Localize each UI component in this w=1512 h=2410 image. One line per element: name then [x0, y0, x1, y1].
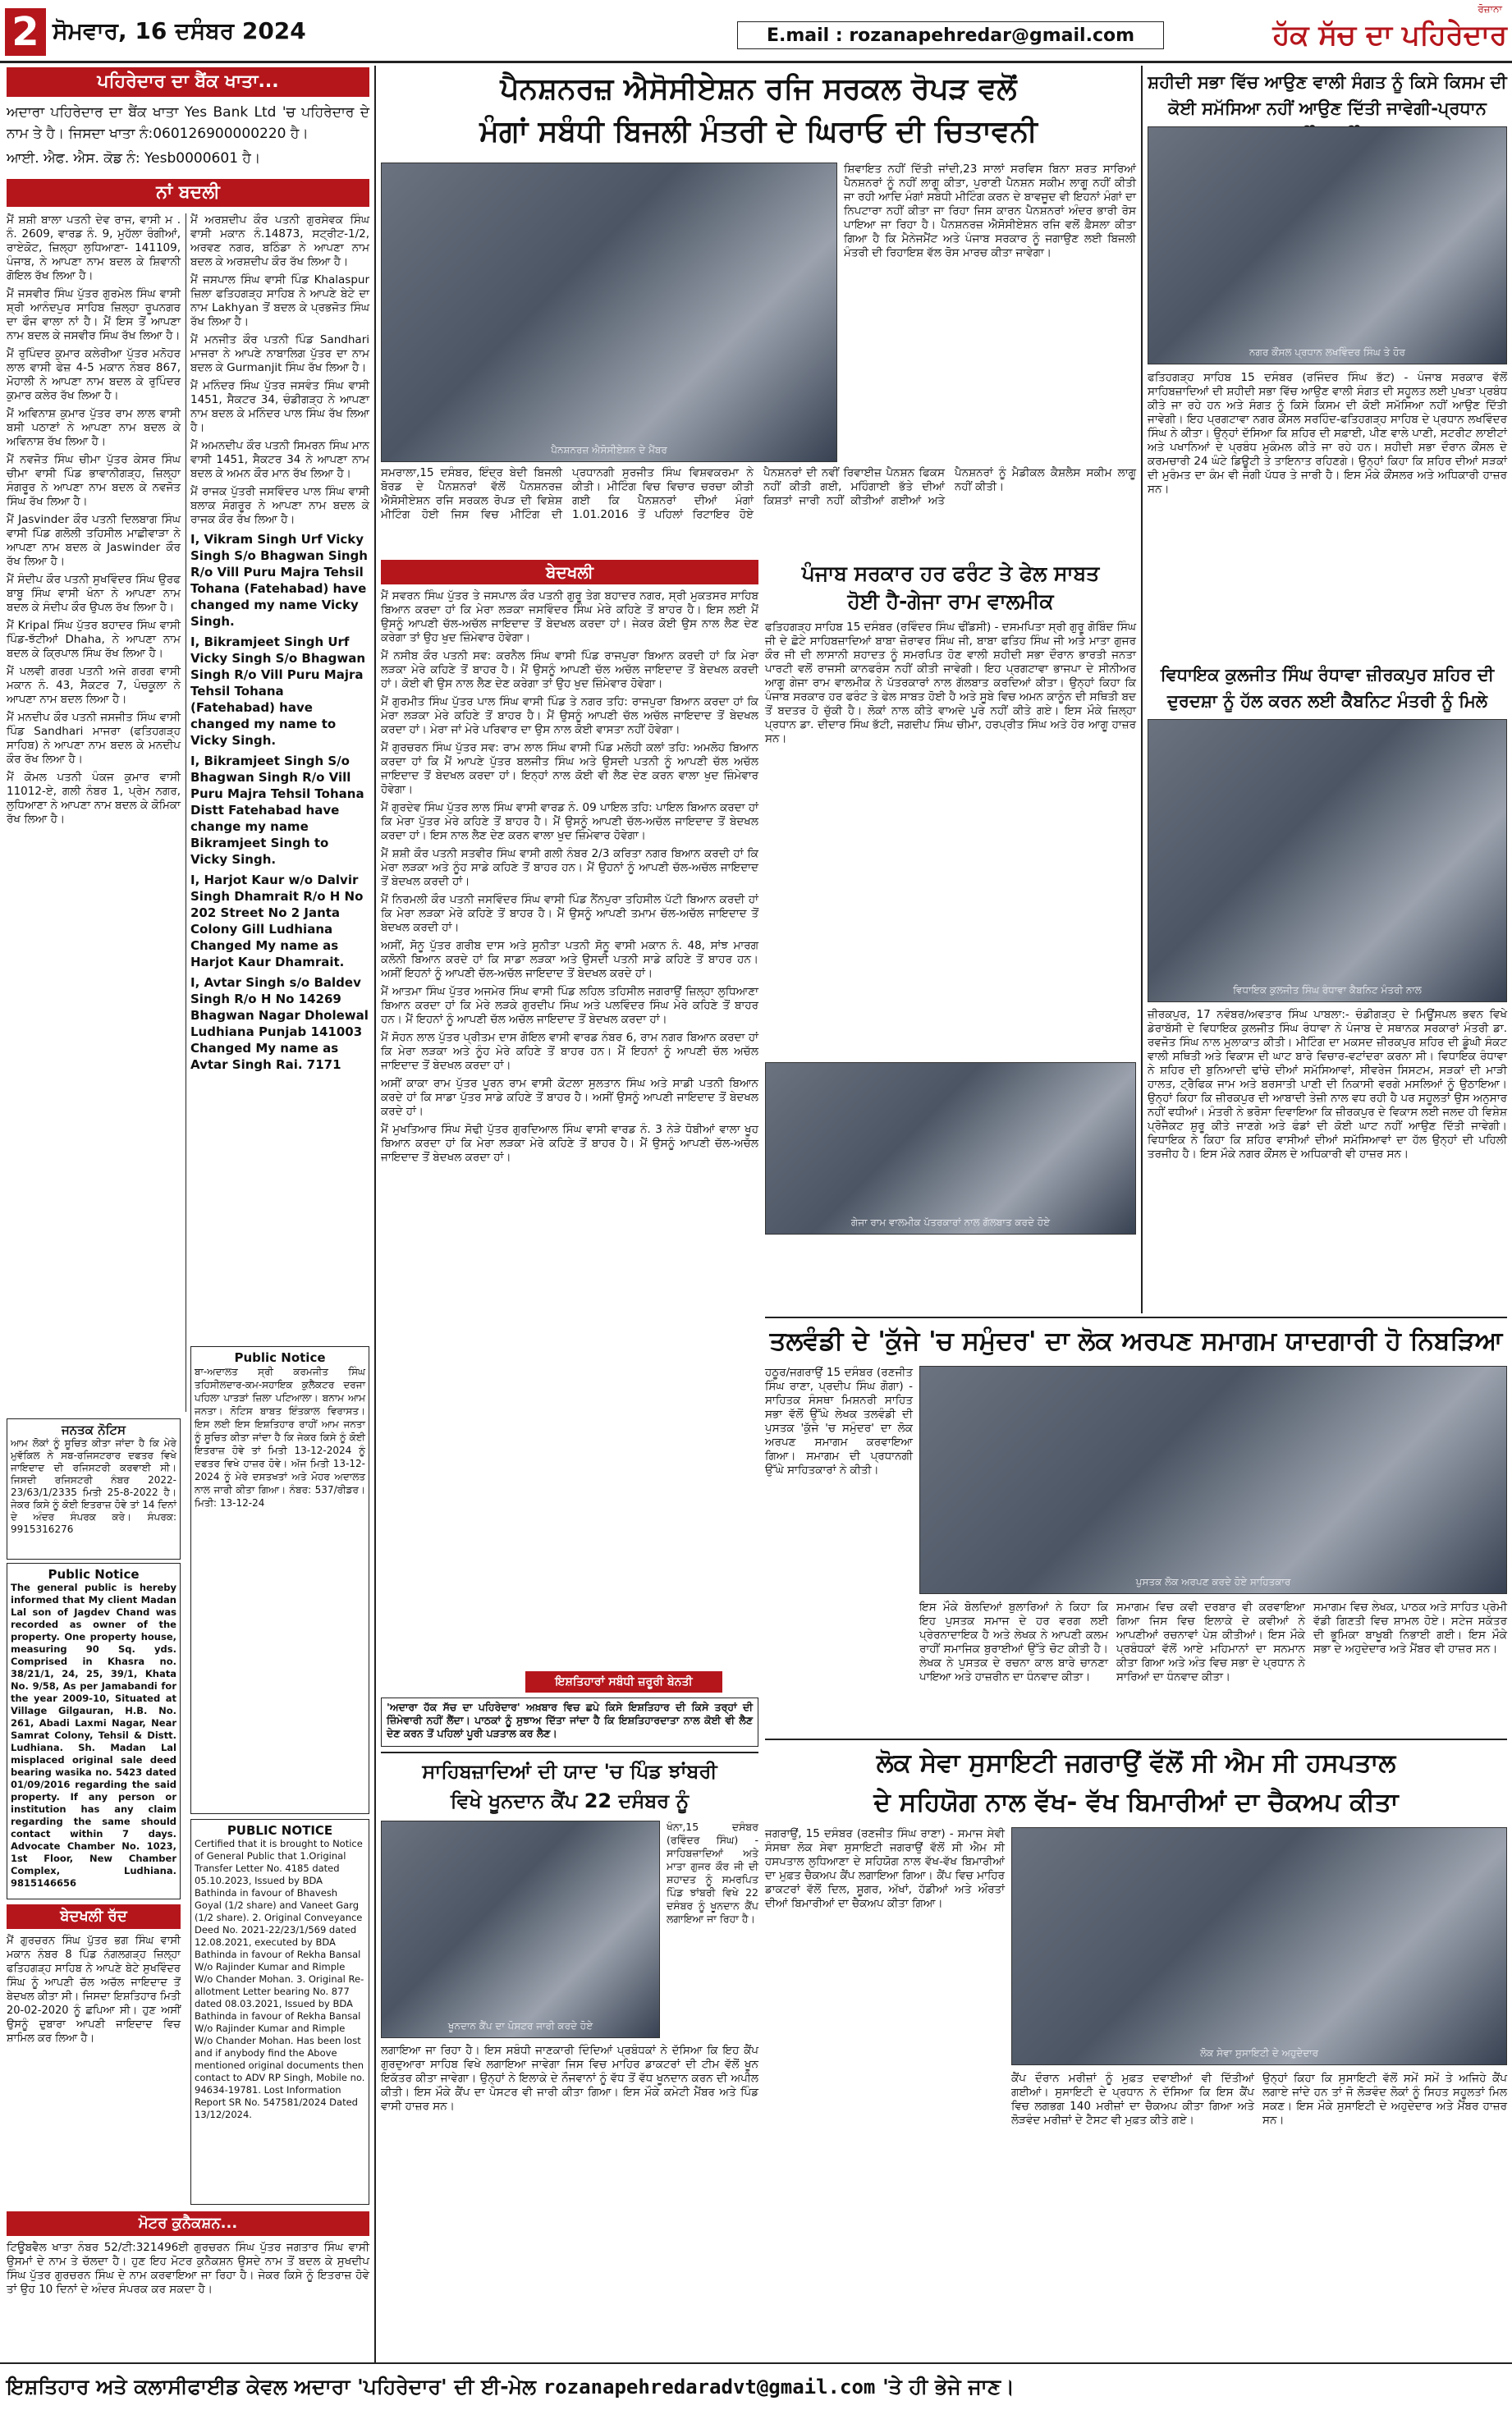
name-change-col-2: [190, 213, 369, 1340]
talwandi-body-b: ਇਸ ਮੌਕੇ ਬੋਲਦਿਆਂ ਬੁਲਾਰਿਆਂ ਨੇ ਕਿਹਾ ਕਿ ਇਹ ਪੁਸਤਕ ਸਮਾਜ ਦੇ ਹਰ ਵਰਗ ਲਈ ਪ੍ਰੇਰਨਾਦਾਇਕ ਹੈ ਅਤੇ ਲੇਖਕ ਨੇ ਆਪਣੀ ਕਲਮ ਰਾਹੀਂ ਸਮਾਜਿਕ ਬੁਰਾਈਆਂ ਉੱਤੇ ਚੋਟ ਕੀਤੀ ਹੈ। ਲੇਖਕ ਨੇ ਪੁਸਤਕ ਦੇ ਰਚਨਾ ਕਾਲ ਬਾਰੇ ਚਾਨਣਾ ਪਾਇਆ ਅਤੇ ਹਾਜ਼ਰੀਨ ਦਾ ਧੰਨਵਾਦ ਕੀਤਾ।: [919, 1601, 1108, 1684]
list-item: I, Avtar Singh s/o Baldev Singh R/o H No 14269 Bhagwan Nagar Dholewal Ludhiana Punjab 141003 Changed My name as Avtar Singh Rai. 7171: [190, 975, 369, 1072]
masthead-logo: ਹੱਕ ਸੱਚ ਦਾ ਪਹਿਰੇਦਾਰ: [1272, 19, 1507, 52]
photo-caption: ਪੈਨਸ਼ਨਰਜ਼ ਐਸੋਸੀਏਸ਼ਨ ਦੇ ਮੈਂਬਰ: [551, 444, 667, 456]
list-item: ਮੈਂ ਜਸਵੀਰ ਸਿੰਘ ਪੁੱਤਰ ਗੁਰਮੇਲ ਸਿੰਘ ਵਾਸੀ ਸ਼੍ਰੀ ਆਨੰਦਪੁਰ ਸਾਹਿਬ ਜ਼ਿਲ੍ਹਾ ਰੂਪਨਗਰ ਦਾ ਫੌਜ ਵਾਲਾ ਨਾਂ ਹੈ। ਮੈਂ ਇਸ ਤੋਂ ਆਪਣਾ ਨਾਮ ਬਦਲ ਕੇ ਜਸਵੀਰ ਸਿੰਘ ਰੱਖ ਲਿਆ ਹੈ।: [7, 287, 181, 342]
header-divider: [0, 61, 1512, 63]
public-notice-center: [190, 1346, 369, 1814]
public-notice-en: [7, 1563, 181, 1899]
header-date: ਸੋਮਵਾਰ, 16 ਦਸੰਬਰ 2024: [53, 17, 306, 44]
list-item: ਮੈਂ ਰਾਜਕ ਪੁੱਤਰੀ ਜਸਵਿੰਦਰ ਪਾਲ ਸਿੰਘ ਵਾਸੀ ਬਲਾਕ ਸੰਗਰੂਰ ਨੇ ਆਪਣਾ ਨਾਮ ਬਦਲ ਕੇ ਰਾਜਕ ਕੌਰ ਰੱਖ ਲਿਆ ਹੈ।: [190, 485, 369, 526]
punjab-body: ਫਤਿਹਗੜ੍ਹ ਸਾਹਿਬ 15 ਦਸੰਬਰ (ਰਵਿੰਦਰ ਸਿੰਘ ਢੀਂਡਸੀ) - ਦਸਮਪਿਤਾ ਸ੍ਰੀ ਗੁਰੂ ਗੋਬਿੰਦ ਸਿੰਘ ਜੀ ਦੇ ਛੋਟੇ ਸਾਹਿਬਜ਼ਾਦਿਆਂ ਬਾਬਾ ਜ਼ੋਰਾਵਰ ਸਿੰਘ ਜੀ, ਬਾਬਾ ਫਤਿਹ ਸਿੰਘ ਜੀ ਅਤੇ ਮਾਤਾ ਗੁਜਰ ਕੌਰ ਜੀ ਦੀ ਲਾਸਾਨੀ ਸ਼ਹਾਦਤ ਨੂੰ ਸਮਰਪਿਤ ਹੋਣ ਵਾਲੀ ਸ਼ਹੀਦੀ ਸਭਾ ਦੌਰਾਨ ਭਾਰਤੀ ਜਨਤਾ ਪਾਰਟੀ ਵਲੋਂ ਰਾਜਸੀ ਕਾਨਫਰੰਸ ਨਹੀਂ ਕੀਤੀ ਜਾਵੇਗੀ। ਇਹ ਪ੍ਰਗਟਾਵਾ ਭਾਜਪਾ ਦੇ ਸੀਨੀਅਰ ਆਗੂ ਗੇਜਾ ਰਾਮ ਵਾਲਮੀਕ ਨੇ ਪੱਤਰਕਾਰਾਂ ਨਾਲ ਗੱਲਬਾਤ ਕਰਦਿਆਂ ਕੀਤਾ। ਉਨ੍ਹਾਂ ਕਿਹਾ ਕਿ ਪੰਜਾਬ ਸਰਕਾਰ ਹਰ ਫਰੰਟ ਤੇ ਫੇਲ ਸਾਬਤ ਹੋਈ ਹੈ ਅਤੇ ਸੂਬੇ ਵਿਚ ਅਮਨ ਕਾਨੂੰਨ ਦੀ ਸਥਿਤੀ ਬਦ ਤੋਂ ਬਦਤਰ ਹੋ ਚੁੱਕੀ ਹੈ। ਲੋਕਾਂ ਨਾਲ ਕੀਤੇ ਵਾਅਦੇ ਪੂਰੇ ਨਹੀਂ ਕੀਤੇ ਗਏ। ਇਸ ਮੌਕੇ ਜ਼ਿਲ੍ਹਾ ਪ੍ਰਧਾਨ ਡਾ. ਦੀਦਾਰ ਸਿੰਘ ਭੱਟੀ, ਜਗਦੀਪ ਸਿੰਘ ਚੀਮਾ, ਹਰਪ੍ਰੀਤ ਸਿੰਘ ਅਤੇ ਹੋਰ ਆਗੂ ਹਾਜ਼ਰ ਸਨ।: [765, 621, 1136, 745]
notice-title: Public Notice: [48, 1567, 140, 1582]
photo-caption: ਗੇਜਾ ਰਾਮ ਵਾਲਮੀਕ ਪੱਤਰਕਾਰਾਂ ਨਾਲ ਗੱਲਬਾਤ ਕਰਦੇ ਹੋਏ: [850, 1216, 1051, 1228]
shaheedi-body: ਫਤਿਹਗੜ੍ਹ ਸਾਹਿਬ 15 ਦਸੰਬਰ (ਰਜਿੰਦਰ ਸਿੰਘ ਭੱਟ) - ਪੰਜਾਬ ਸਰਕਾਰ ਵੱਲੋਂ ਸਾਹਿਬਜ਼ਾਦਿਆਂ ਦੀ ਸ਼ਹੀਦੀ ਸਭਾ ਵਿੱਚ ਆਉਣ ਵਾਲੀ ਸੰਗਤ ਦੀ ਸਹੂਲਤ ਲਈ ਪੁਖਤਾ ਪ੍ਰਬੰਧ ਕੀਤੇ ਜਾ ਰਹੇ ਹਨ ਅਤੇ ਸੰਗਤ ਨੂੰ ਕਿਸੇ ਕਿਸਮ ਦੀ ਕੋਈ ਸਮੱਸਿਆ ਨਹੀਂ ਆਉਣ ਦਿੱਤੀ ਜਾਵੇਗੀ। ਇਹ ਪ੍ਰਗਟਾਵਾ ਨਗਰ ਕੌਂਸਲ ਸਰਹਿੰਦ-ਫਤਿਹਗੜ੍ਹ ਸਾਹਿਬ ਦੇ ਪ੍ਰਧਾਨ ਲਖਵਿੰਦਰ ਸਿੰਘ ਨੇ ਕੀਤਾ। ਉਨ੍ਹਾਂ ਦੱਸਿਆ ਕਿ ਸ਼ਹਿਰ ਦੀ ਸਫ਼ਾਈ, ਪੀਣ ਵਾਲੇ ਪਾਣੀ, ਸਟਰੀਟ ਲਾਈਟਾਂ ਅਤੇ ਪਖਾਨਿਆਂ ਦੇ ਪ੍ਰਬੰਧ ਮੁਕੰਮਲ ਕੀਤੇ ਜਾ ਰਹੇ ਹਨ। ਸ਼ਹੀਦੀ ਸਭਾ ਦੌਰਾਨ ਕੌਂਸਲ ਦੇ ਕਰਮਚਾਰੀ 24 ਘੰਟੇ ਡਿਊਟੀ ਤੇ ਤਾਇਨਾਤ ਰਹਿਣਗੇ। ਉਨ੍ਹਾਂ ਕਿਹਾ ਕਿ ਸ਼ਹਿਰ ਦੀਆਂ ਸੜਕਾਂ ਦੀ ਮੁਰੰਮਤ ਦਾ ਕੰਮ ਵੀ ਜੰਗੀ ਪੱਧਰ ਤੇ ਜਾਰੀ ਹੈ। ਇਸ ਮੌਕੇ ਕੌਂਸਲਰ ਅਤੇ ਅਧਿਕਾਰੀ ਹਾਜ਼ਰ ਸਨ।: [1148, 371, 1507, 496]
name-change-col-1: [7, 213, 181, 1416]
list-item: ਮੈਂ ਮਨਜੀਤ ਕੌਰ ਪਤਨੀ ਪਿੰਡ Sandhari ਮਾਜਰਾ ਨੇ ਆਪਣੇ ਨਾਬਾਲਿਗ ਪੁੱਤਰ ਦਾ ਨਾਮ ਬਦਲ ਕੇ Gurmanjit ਸਿੰਘ ਰੱਖ ਲਿਆ ਹੈ।: [190, 333, 369, 374]
pensioners-body-b: ਸਮਰਾਲਾ,15 ਦਸੰਬਰ, ਇੰਦ੍ਰ ਬੇਦੀ ਬਿਜਲੀ ਬੋਰਡ ਦੇ ਪੈਨਸ਼ਨਰਾਂ ਵੱਲੋਂ ਪੈਨਸ਼ਨਰਜ਼ ਐਸੋਸੀਏਸ਼ਨ ਰਜਿ ਸਰਕਲ ਰੋਪੜ ਦੀ ਵਿਸ਼ੇਸ਼ ਮੀਟਿੰਗ ਹੋਈ ਜਿਸ ਵਿਚ ਮੀਟਿੰਗ ਦੀ ਪ੍ਰਧਾਨਗੀ ਸੁਰਜੀਤ ਸਿੰਘ ਵਿਸ਼ਵਕਰਮਾ ਨੇ ਕੀਤੀ। ਮੀਟਿੰਗ ਵਿਚ ਵਿਚਾਰ ਚਰਚਾ ਕੀਤੀ ਗਈ ਕਿ ਪੈਨਸ਼ਨਰਾਂ ਦੀਆਂ ਮੰਗਾਂ 1.01.2016 ਤੋਂ ਪਹਿਲਾਂ ਰਿਟਾਇਰ ਹੋਏ ਪੈਨਸ਼ਨਰਾਂ ਦੀ ਨਵੀਂ ਰਿਵਾਈਜ਼ ਪੈਨਸ਼ਨ ਫਿਕਸ ਨਹੀਂ ਕੀਤੀ ਗਈ, ਮਹਿੰਗਾਈ ਭੱਤੇ ਦੀਆਂ ਕਿਸ਼ਤਾਂ ਜਾਰੀ ਨਹੀਂ ਕੀਤੀਆਂ ਗਈਆਂ ਅਤੇ ਪੈਨਸ਼ਨਰਾਂ ਨੂੰ ਮੈਡੀਕਲ ਕੈਸ਼ਲੈਸ ਸਕੀਮ ਲਾਗੂ ਨਹੀਂ ਕੀਤੀ।: [381, 466, 1136, 521]
list-item: ਮੈਂ ਨਸੀਬ ਕੌਰ ਪਤਨੀ ਸਵ: ਕਰਨੈਲ ਸਿੰਘ ਵਾਸੀ ਪਿੰਡ ਰਾਜਪੁਰਾ ਬਿਆਨ ਕਰਦੀ ਹਾਂ ਕਿ ਮੇਰਾ ਲੜਕਾ ਮੇਰੇ ਕਹਿਣੇ ਤੋਂ ਬਾਹਰ ਹੈ। ਮੈਂ ਉਸਨੂੰ ਆਪਣੀ ਚੱਲ ਅਚੱਲ ਜਾਇਦਾਦ ਤੋਂ ਬੇਦਖਲ ਕਰਦੀ ਹਾਂ। ਕੋਈ ਵੀ ਉਸ ਨਾਲ ਲੈਣ ਦੇਣ ਕਰੇਗਾ ਤਾਂ ਉਹ ਖੁਦ ਜ਼ਿੰਮੇਵਾਰ ਹੋਵੇਗਾ।: [381, 649, 758, 690]
talwandi-body-d: ਸਮਾਗਮ ਵਿਚ ਲੇਖਕ, ਪਾਠਕ ਅਤੇ ਸਾਹਿਤ ਪ੍ਰੇਮੀ ਵੱਡੀ ਗਿਣਤੀ ਵਿਚ ਸ਼ਾਮਲ ਹੋਏ। ਸਟੇਜ ਸਕੱਤਰ ਦੀ ਭੂਮਿਕਾ ਬਾਖੂਬੀ ਨਿਭਾਈ ਗਈ। ਇਸ ਮੌਕੇ ਸਭਾ ਦੇ ਅਹੁਦੇਦਾਰ ਅਤੇ ਮੈਂਬਰ ਵੀ ਹਾਜ਼ਰ ਸਨ।: [1313, 1601, 1507, 1656]
list-item: ਮੈਂ ਸ਼ਸ਼ੀ ਬਾਲਾ ਪਤਨੀ ਦੇਵ ਰਾਜ, ਵਾਸੀ ਮ . ਨੰ. 2609, ਵਾਰਡ ਨੰ. 9, ਮੁਹੱਲਾ ਰੰਗੀਆਂ, ਰਾਏਕੋਟ, ਜ਼ਿਲ੍ਹਾ ਲੁਧਿਆਣਾ- 141109, ਪੰਜਾਬ, ਨੇ ਆਪਣਾ ਨਾਮ ਬਦਲ ਕੇ ਸ਼ਿਵਾਨੀ ਗੋਇਲ ਰੱਖ ਲਿਆ ਹੈ।: [7, 213, 181, 282]
footer-divider: [0, 2362, 1512, 2364]
header-email: E.mail : rozanapehredar@gmail.com: [737, 21, 1164, 49]
footer-text: ਇਸ਼ਤਿਹਾਰ ਅਤੇ ਕਲਾਸੀਫਾਈਡ ਕੇਵਲ ਅਦਾਰਾ 'ਪਹਿਰੇਦਾਰ' ਦੀ ਈ-ਮੇਲ: [7, 2375, 537, 2399]
list-item: ਮੈਂ Kripal ਸਿੰਘ ਪੁੱਤਰ ਬਹਾਦਰ ਸਿੰਘ ਵਾਸੀ ਪਿੰਡ-ਝੱਟੀਆਂ Dhaha, ਨੇ ਆਪਣਾ ਨਾਮ ਬਦਲ ਕੇ ਕ੍ਰਿਪਾਲ ਸਿੰਘ ਰੱਖ ਲਿਆ ਹੈ।: [7, 619, 181, 660]
section-divider: [765, 1317, 1507, 1318]
hospital-body-c: ਉਨ੍ਹਾਂ ਕਿਹਾ ਕਿ ਸੁਸਾਇਟੀ ਵੱਲੋਂ ਸਮੇਂ ਸਮੇਂ ਤੇ ਅਜਿਹੇ ਕੈਂਪ ਲਗਾਏ ਜਾਂਦੇ ਹਨ ਤਾਂ ਜੋ ਲੋੜਵੰਦ ਲੋਕਾਂ ਨੂੰ ਸਿਹਤ ਸਹੂਲਤਾਂ ਮਿਲ ਸਕਣ। ਇਸ ਮੌਕੇ ਸੁਸਾਇਟੀ ਦੇ ਅਹੁਦੇਦਾਰ ਅਤੇ ਮੈਂਬਰ ਹਾਜ਼ਰ ਸਨ।: [1262, 2072, 1507, 2127]
right-column-border: [1141, 66, 1143, 1313]
shaheedi-photo: [1148, 126, 1507, 364]
camp-body-side: ਖੰਨਾ,15 ਦਸੰਬਰ (ਰਵਿੰਦਰ ਸਿੰਘ) - ਸਾਹਿਬਜ਼ਾਦਿਆਂ ਅਤੇ ਮਾਤਾ ਗੁਜਰ ਕੌਰ ਜੀ ਦੀ ਸ਼ਹਾਦਤ ਨੂੰ ਸਮਰਪਿਤ ਪਿੰਡ ਝਾਂਬਰੀ ਵਿਖੇ 22 ਦਸੰਬਰ ਨੂੰ ਖੂਨਦਾਨ ਕੈਂਪ ਲਗਾਇਆ ਜਾ ਰਿਹਾ ਹੈ।: [667, 1821, 758, 1925]
list-item: ਮੈਂ ਸੰਦੀਪ ਕੌਰ ਪਤਨੀ ਸੁਖਵਿੰਦਰ ਸਿੰਘ ਉਰਫ ਬਾਬੂ ਸਿੰਘ ਵਾਸੀ ਖੰਨਾ ਨੇ ਆਪਣਾ ਨਾਮ ਬਦਲ ਕੇ ਸੰਦੀਪ ਕੌਰ ਉਪਲ ਰੱਖ ਲਿਆ ਹੈ।: [7, 573, 181, 614]
jantak-notice: [7, 1418, 181, 1560]
left-column-border: [374, 66, 376, 2364]
hospital-photo: [1011, 1827, 1507, 2065]
talwandi-headline: ਤਲਵੰਡੀ ਦੇ 'ਕੁੱਜੇ 'ਚ ਸਮੁੰਦਰ' ਦਾ ਲੋਕ ਅਰਪਣ ਸਮਾਗਮ ਯਾਦਗਾਰੀ ਹੋ ਨਿਬੜਿਆ: [769, 1326, 1503, 1356]
camp-headline-1: ਸਾਹਿਬਜ਼ਾਦਿਆਂ ਦੀ ਯਾਦ 'ਚ ਪਿੰਡ ਝਾਂਬਰੀ: [422, 1760, 717, 1783]
pensioners-headline-1: ਪੈਨਸ਼ਨਰਜ਼ ਐਸੋਸੀਏਸ਼ਨ ਰਜਿ ਸਰਕਲ ਰੋਪੜ ਵਲੋਂ: [500, 72, 1017, 106]
bedakhli-title: ਬੇਦਖਲੀ: [381, 560, 758, 584]
zirakpur-body: ਜ਼ੀਰਕਪੁਰ, 17 ਨਵੰਬਰ/ਅਵਤਾਰ ਸਿੰਘ ਪਾਬਲਾ:- ਚੰਡੀਗੜ੍ਹ ਦੇ ਮਿਊਂਸਪਲ ਭਵਨ ਵਿਖੇ ਡੇਰਾਬੱਸੀ ਦੇ ਵਿਧਾਇਕ ਕੁਲਜੀਤ ਸਿੰਘ ਰੰਧਾਵਾ ਨੇ ਪੰਜਾਬ ਦੇ ਸਥਾਨਕ ਸਰਕਾਰਾਂ ਮੰਤਰੀ ਡਾ. ਰਵਜੋਤ ਸਿੰਘ ਨਾਲ ਮੁਲਾਕਾਤ ਕੀਤੀ। ਮੀਟਿੰਗ ਦਾ ਮਕਸਦ ਜ਼ੀਰਕਪੁਰ ਸ਼ਹਿਰ ਦੀ ਡੂੰਘੀ ਸੰਕਟ ਵਾਲੀ ਸਥਿਤੀ ਅਤੇ ਵਿਕਾਸ ਦੀ ਘਾਟ ਬਾਰੇ ਵਿਚਾਰ-ਵਟਾਂਦਰਾ ਕਰਨਾ ਸੀ। ਵਿਧਾਇਕ ਰੰਧਾਵਾ ਨੇ ਸ਼ਹਿਰ ਦੀ ਬੁਨਿਆਦੀ ਢਾਂਚੇ ਦੀਆਂ ਸਮੱਸਿਆਵਾਂ, ਸੀਵਰੇਜ ਸਿਸਟਮ, ਸੜਕਾਂ ਦੀ ਮਾੜੀ ਹਾਲਤ, ਟ੍ਰੈਫਿਕ ਜਾਮ ਅਤੇ ਬਰਸਾਤੀ ਪਾਣੀ ਦੀ ਨਿਕਾਸੀ ਵਰਗੇ ਮਸਲਿਆਂ ਨੂੰ ਉਠਾਇਆ। ਉਨ੍ਹਾਂ ਕਿਹਾ ਕਿ ਜ਼ੀਰਕਪੁਰ ਦੀ ਆਬਾਦੀ ਤੇਜ਼ੀ ਨਾਲ ਵਧ ਰਹੀ ਹੈ ਪਰ ਸਹੂਲਤਾਂ ਉਸ ਅਨੁਸਾਰ ਨਹੀਂ ਵਧੀਆਂ। ਮੰਤਰੀ ਨੇ ਭਰੋਸਾ ਦਿਵਾਇਆ ਕਿ ਜ਼ੀਰਕਪੁਰ ਦੇ ਵਿਕਾਸ ਲਈ ਜਲਦ ਹੀ ਵਿਸ਼ੇਸ਼ ਪ੍ਰੋਜੈਕਟ ਸ਼ੁਰੂ ਕੀਤੇ ਜਾਣਗੇ ਅਤੇ ਫੰਡਾਂ ਦੀ ਕੋਈ ਘਾਟ ਨਹੀਂ ਆਉਣ ਦਿੱਤੀ ਜਾਵੇਗੀ। ਵਿਧਾਇਕ ਨੇ ਕਿਹਾ ਕਿ ਸ਼ਹਿਰ ਵਾਸੀਆਂ ਦੀਆਂ ਸਮੱਸਿਆਵਾਂ ਦਾ ਹੱਲ ਉਨ੍ਹਾਂ ਦੀ ਪਹਿਲੀ ਤਰਜੀਹ ਹੈ। ਇਸ ਮੌਕੇ ਨਗਰ ਕੌਂਸਲ ਦੇ ਅਧਿਕਾਰੀ ਵੀ ਹਾਜ਼ਰ ਸਨ।: [1148, 1008, 1507, 1161]
list-item: ਮੈਂ ਸੋਹਨ ਲਾਲ ਪੁੱਤਰ ਪ੍ਰੀਤਮ ਦਾਸ ਗੋਇਲ ਵਾਸੀ ਵਾਰਡ ਨੰਬਰ 6, ਰਾਮ ਨਗਰ ਬਿਆਨ ਕਰਦਾ ਹਾਂ ਕਿ ਮੇਰਾ ਲੜਕਾ ਅਤੇ ਨੂੰਹ ਮੇਰੇ ਕਹਿਣੇ ਤੋਂ ਬਾਹਰ ਹਨ। ਮੈਂ ਇਹਨਾਂ ਨੂੰ ਆਪਣੀ ਚੱਲ ਅਚੱਲ ਜਾਇਦਾਦ ਤੋਂ ਬੇਦਖਲ ਕਰਦਾ ਹਾਂ।: [381, 1031, 758, 1072]
pensioners-body-a: ਸ਼ਿਵਾਇਤ ਨਹੀਂ ਦਿੱਤੀ ਜਾਂਦੀ,23 ਸਾਲਾਂ ਸਰਵਿਸ ਬਿਨਾ ਸ਼ਰਤ ਸਾਰਿਆਂ ਪੈਨਸ਼ਨਰਾਂ ਨੂੰ ਨਹੀਂ ਲਾਗੂ ਕੀਤਾ, ਪੁਰਾਣੀ ਪੈਨਸ਼ਨ ਸਕੀਮ ਲਾਗੂ ਨਹੀਂ ਕੀਤੀ ਜਾ ਰਹੀ ਆਦਿ ਮੰਗਾਂ ਸਬੰਧੀ ਮੀਟਿੰਗ ਕਰਨ ਦੇ ਬਾਵਜੂਦ ਵੀ ਇਹਨਾਂ ਮੰਗਾਂ ਦਾ ਨਿਪਟਾਰਾ ਨਹੀਂ ਕੀਤਾ ਜਾ ਰਿਹਾ ਜਿਸ ਕਾਰਨ ਪੈਨਸ਼ਨਰਾਂ ਅੰਦਰ ਭਾਰੀ ਰੋਸ ਪਾਇਆ ਜਾ ਰਿਹਾ ਹੈ। ਪੈਨਸ਼ਨਰਜ਼ ਐਸੋਸੀਏਸ਼ਨ ਰਜਿ ਵਲੋਂ ਫ਼ੈਸਲਾ ਕੀਤਾ ਗਿਆ ਹੈ ਕਿ ਮੈਨੇਜਮੈਂਟ ਅਤੇ ਪੰਜਾਬ ਸਰਕਾਰ ਨੂੰ ਜਗਾਉਣ ਲਈ ਬਿਜਲੀ ਮੰਤਰੀ ਦੀ ਰਿਹਾਇਸ਼ ਵੱਲ ਰੋਸ ਮਾਰਚ ਕੀਤਾ ਜਾਵੇਗਾ।: [844, 163, 1136, 259]
talwandi-body-a: ਹਠੂਰ/ਜਗਰਾਉਂ 15 ਦਸੰਬਰ (ਰਣਜੀਤ ਸਿੰਘ ਰਾਣਾ, ਪ੍ਰਦੀਪ ਸਿੰਘ ਗੋਗਾ) - ਸਾਹਿਤਕ ਸੰਸਥਾ ਮਿਸ਼ਨਰੀ ਸਾਹਿਤ ਸਭਾ ਵੱਲੋਂ ਉੱਘੇ ਲੇਖਕ ਤਲਵੰਡੀ ਦੀ ਪੁਸਤਕ 'ਕੁੱਜੇ 'ਚ ਸਮੁੰਦਰ' ਦਾ ਲੋਕ ਅਰਪਣ ਸਮਾਗਮ ਕਰਵਾਇਆ ਗਿਆ। ਸਮਾਗਮ ਦੀ ਪ੍ਰਧਾਨਗੀ ਉੱਘੇ ਸਾਹਿਤਕਾਰਾਂ ਨੇ ਕੀਤੀ।: [765, 1366, 913, 1477]
pensioners-photo: [381, 163, 837, 462]
notice-title: ਜਨਤਕ ਨੋਟਿਸ: [61, 1423, 126, 1437]
list-item: I, Bikramjeet Singh Urf Vicky Singh S/o Bhagwan Singh R/o Vill Puru Majra Tehsil Tohana (Fatehabad) have changed my name to Vicky Singh.: [190, 635, 366, 748]
photo-caption: ਲੋਕ ਸੇਵਾ ਸੁਸਾਇਟੀ ਦੇ ਅਹੁਦੇਦਾਰ: [1199, 2047, 1319, 2059]
motor-title: ਮੋਟਰ ਕੁਨੈਕਸ਼ਨ...: [7, 2211, 369, 2236]
masthead-tag: ਰੋਜ਼ਾਨਾ: [1478, 3, 1502, 15]
camp-body: ਲਗਾਇਆ ਜਾ ਰਿਹਾ ਹੈ। ਇਸ ਸਬੰਧੀ ਜਾਣਕਾਰੀ ਦਿੰਦਿਆਂ ਪ੍ਰਬੰਧਕਾਂ ਨੇ ਦੱਸਿਆ ਕਿ ਇਹ ਕੈਂਪ ਗੁਰਦੁਆਰਾ ਸਾਹਿਬ ਵਿਖੇ ਲਗਾਇਆ ਜਾਵੇਗਾ ਜਿਸ ਵਿਚ ਮਾਹਿਰ ਡਾਕਟਰਾਂ ਦੀ ਟੀਮ ਵੱਲੋਂ ਖੂਨ ਇਕੱਤਰ ਕੀਤਾ ਜਾਵੇਗਾ। ਉਨ੍ਹਾਂ ਨੇ ਇਲਾਕੇ ਦੇ ਨੌਜਵਾਨਾਂ ਨੂੰ ਵੱਧ ਤੋਂ ਵੱਧ ਖੂਨਦਾਨ ਕਰਨ ਦੀ ਅਪੀਲ ਕੀਤੀ। ਇਸ ਮੌਕੇ ਕੈਂਪ ਦਾ ਪੋਸਟਰ ਵੀ ਜਾਰੀ ਕੀਤਾ ਗਿਆ। ਇਸ ਮੌਕੇ ਕਮੇਟੀ ਮੈਂਬਰ ਅਤੇ ਪਿੰਡ ਵਾਸੀ ਹਾਜ਼ਰ ਸਨ।: [381, 2044, 758, 2113]
camp-photo: [381, 1821, 660, 2038]
page-number: 2: [11, 9, 39, 55]
photo-caption: ਖੂਨਦਾਨ ਕੈਂਪ ਦਾ ਪੋਸਟਰ ਜਾਰੀ ਕਰਦੇ ਹੋਏ: [447, 2020, 593, 2032]
list-item: ਮੈਂ ਗੁਰਦੇਵ ਸਿੰਘ ਪੁੱਤਰ ਲਾਲ ਸਿੰਘ ਵਾਸੀ ਵਾਰਡ ਨੰ. 09 ਪਾਇਲ ਤਹਿ: ਪਾਇਲ ਬਿਆਨ ਕਰਦਾ ਹਾਂ ਕਿ ਮੇਰਾ ਪੁੱਤਰ ਮੇਰੇ ਕਹਿਣੇ ਤੋਂ ਬਾਹਰ ਹੈ। ਮੈਂ ਉਸਨੂੰ ਆਪਣੀ ਚੱਲ-ਅਚੱਲ ਜਾਇਦਾਦ ਤੋਂ ਬੇਦਖਲ ਕਰਦਾ ਹਾਂ। ਇਸ ਨਾਲ ਲੈਣ ਦੇਣ ਕਰਨ ਵਾਲਾ ਖੁਦ ਜ਼ਿੰਮੇਵਾਰ ਹੋਵੇਗਾ।: [381, 801, 758, 842]
zirakpur-photo: [1148, 719, 1507, 1002]
footer-email[interactable]: rozanapehredaradvt@gmail.com: [543, 2376, 876, 2399]
hospital-body-b: ਕੈਂਪ ਦੌਰਾਨ ਮਰੀਜ਼ਾਂ ਨੂੰ ਮੁਫ਼ਤ ਦਵਾਈਆਂ ਵੀ ਦਿੱਤੀਆਂ ਗਈਆਂ। ਸੁਸਾਇਟੀ ਦੇ ਪ੍ਰਧਾਨ ਨੇ ਦੱਸਿਆ ਕਿ ਇਸ ਕੈਂਪ ਵਿਚ ਲਗਭਗ 140 ਮਰੀਜ਼ਾਂ ਦਾ ਚੈਕਅਪ ਕੀਤਾ ਗਿਆ ਅਤੇ ਲੋੜਵੰਦ ਮਰੀਜ਼ਾਂ ਦੇ ਟੈਸਟ ਵੀ ਮੁਫ਼ਤ ਕੀਤੇ ਗਏ।: [1011, 2072, 1254, 2127]
bedakhli-list: [381, 589, 758, 1666]
list-item: ਅਸੀਂ, ਸੋਨੂ ਪੁੱਤਰ ਗਰੀਬ ਦਾਸ ਅਤੇ ਸੁਨੀਤਾ ਪਤਨੀ ਸੋਨੂ ਵਾਸੀ ਮਕਾਨ ਨੰ. 48, ਸਾਂਝ ਮਾਰਗ ਕਲੋਨੀ ਬਿਆਨ ਕਰਦੇ ਹਾਂ ਕਿ ਸਾਡਾ ਲੜਕਾ ਅਤੇ ਉਸਦੀ ਪਤਨੀ ਸਾਡੇ ਕਹਿਣੇ ਤੋਂ ਬਾਹਰ ਹਨ। ਅਸੀਂ ਇਹਨਾਂ ਨੂੰ ਆਪਣੀ ਚੱਲ-ਅਚੱਲ ਜਾਇਦਾਦ ਤੋਂ ਬੇਦਖਲ ਕਰਦੇ ਹਾਂ।: [381, 939, 758, 980]
bank-ifsc: ਆਈ. ਐਫ. ਐਸ. ਕੋਡ ਨੰ: Yesb0000601 ਹੈ।: [7, 150, 261, 167]
notice-title: PUBLIC NOTICE: [227, 1823, 333, 1838]
list-item: ਮੈਂ ਗੁਰਚਰਨ ਸਿੰਘ ਪੁੱਤਰ ਸਵ: ਰਾਮ ਲਾਲ ਸਿੰਘ ਵਾਸੀ ਪਿੰਡ ਮਲੋਹੀ ਕਲਾਂ ਤਹਿ: ਅਮਲੋਹ ਬਿਆਨ ਕਰਦਾ ਹਾਂ ਕਿ ਮੈਂ ਆਪਣੇ ਪੁੱਤਰ ਬਲਜੀਤ ਸਿੰਘ ਅਤੇ ਉਸਦੀ ਪਤਨੀ ਨੂੰ ਆਪਣੀ ਚੱਲ ਅਚੱਲ ਜਾਇਦਾਦ ਤੋਂ ਬੇਦਖਲ ਕਰਦਾ ਹਾਂ। ਇਨ੍ਹਾਂ ਨਾਲ ਕੋਈ ਵੀ ਲੈਣ ਦੇਣ ਕਰਨ ਵਾਲਾ ਖੁਦ ਜ਼ਿੰਮੇਵਾਰ ਹੋਵੇਗਾ।: [381, 741, 758, 796]
punjab-headline-2: ਹੋਈ ਹੈ-ਗੇਜਾ ਰਾਮ ਵਾਲਮੀਕ: [847, 589, 1054, 613]
bedakhli-cancel-text: ਮੈਂ ਗੁਰਚਰਨ ਸਿੰਘ ਪੁੱਤਰ ਭਗ ਸਿੰਘ ਵਾਸੀ ਮਕਾਨ ਨੰਬਰ 8 ਪਿੰਡ ਨੰਗਲਗੜ੍ਹ ਜ਼ਿਲ੍ਹਾ ਫਤਿਹਗੜ੍ਹ ਸਾਹਿਬ ਨੇ ਆਪਣੇ ਬੇਟੇ ਸੁਖਵਿੰਦਰ ਸਿੰਘ ਨੂੰ ਆਪਣੀ ਚੱਲ ਅਚੱਲ ਜਾਇਦਾਦ ਤੋਂ ਬੇਦਖਲ ਕੀਤਾ ਸੀ। ਜਿਸਦਾ ਇਸ਼ਤਿਹਾਰ ਮਿਤੀ 20-02-2020 ਨੂੰ ਛਪਿਆ ਸੀ। ਹੁਣ ਅਸੀਂ ਉਸਨੂੰ ਦੁਬਾਰਾ ਆਪਣੀ ਜਾਇਦਾਦ ਵਿਚ ਸ਼ਾਮਿਲ ਕਰ ਲਿਆ ਹੈ।: [7, 1935, 181, 2045]
zirakpur-headline-1: ਵਿਧਾਇਕ ਕੁਲਜੀਤ ਸਿੰਘ ਰੰਧਾਵਾ ਜ਼ੀਰਕਪੁਰ ਸ਼ਹਿਰ ਦੀ: [1160, 665, 1495, 685]
list-item: ਮੈਂ Jasvinder ਕੌਰ ਪਤਨੀ ਦਿਲਬਾਗ ਸਿੰਘ ਵਾਸੀ ਪਿੰਡ ਗਲੋਲੀ ਤਹਿਸੀਲ ਮਾਛੀਵਾੜਾ ਨੇ ਆਪਣਾ ਨਾਮ ਬਦਲ ਕੇ Jaswinder ਕੌਰ ਰੱਖ ਲਿਆ ਹੈ।: [7, 513, 181, 568]
camp-headline-2: ਵਿਖੇ ਖੂਨਦਾਨ ਕੈਂਪ 22 ਦਸੰਬਰ ਨੂੰ: [450, 1789, 690, 1812]
ad-notice-title: ਇਸ਼ਤਿਹਾਰਾਂ ਸਬੰਧੀ ਜ਼ਰੂਰੀ ਬੇਨਤੀ: [525, 1671, 722, 1693]
list-item: ਮੈਂ ਰੁਪਿੰਦਰ ਕੁਮਾਰ ਕਲੇਰੀਆ ਪੁੱਤਰ ਮਨੋਹਰ ਲਾਲ ਵਾਸੀ ਫੇਜ਼ 4-5 ਮਕਾਨ ਨੰਬਰ 867, ਮੋਹਾਲੀ ਨੇ ਆਪਣਾ ਨਾਮ ਬਦਲ ਕੇ ਰੁਪਿੰਦਰ ਕੁਮਾਰ ਕਲੇਰ ਰੱਖ ਲਿਆ ਹੈ।: [7, 347, 181, 402]
list-item: ਮੈਂ ਮਨਿੰਦਰ ਸਿੰਘ ਪੁੱਤਰ ਜਸਵੰਤ ਸਿੰਘ ਵਾਸੀ 1451, ਸੈਕਟਰ 34, ਚੰਡੀਗੜ੍ਹ ਨੇ ਆਪਣਾ ਨਾਮ ਬਦਲ ਕੇ ਮਨਿੰਦਰ ਪਾਲ ਸਿੰਘ ਰੱਖ ਲਿਆ ਹੈ।: [190, 379, 369, 434]
list-item: ਮੈਂ ਆਤਮਾ ਸਿੰਘ ਪੁੱਤਰ ਅਜਮੇਰ ਸਿੰਘ ਵਾਸੀ ਪਿੰਡ ਲਹਿਲ ਤਹਿਸੀਲ ਜਗਰਾਉਂ ਜ਼ਿਲ੍ਹਾ ਲੁਧਿਆਣਾ ਬਿਆਨ ਕਰਦਾ ਹਾਂ ਕਿ ਮੇਰੇ ਲੜਕੇ ਗੁਰਦੀਪ ਸਿੰਘ ਅਤੇ ਪਲਵਿੰਦਰ ਸਿੰਘ ਮੇਰੇ ਕਹਿਣੇ ਤੋਂ ਬਾਹਰ ਹਨ। ਮੈਂ ਇਹਨਾਂ ਨੂੰ ਆਪਣੀ ਚੱਲ ਅਚੱਲ ਜਾਇਦਾਦ ਤੋਂ ਬੇਦਖਲ ਕਰਦਾ ਹਾਂ।: [381, 985, 758, 1026]
notice-title: Public Notice: [234, 1350, 326, 1365]
bank-title: ਪਹਿਰੇਦਾਰ ਦਾ ਬੈਂਕ ਖਾਤਾ...: [7, 67, 369, 97]
public-notice-bda: [190, 1819, 369, 2205]
ad-notice-text: 'ਅਦਾਰਾ ਹੱਕ ਸੱਚ ਦਾ ਪਹਿਰੇਦਾਰ' ਅਖ਼ਬਾਰ ਵਿਚ ਛਪੇ ਕਿਸੇ ਇਸ਼ਤਿਹਾਰ ਦੀ ਕਿਸੇ ਤਰ੍ਹਾਂ ਦੀ ਜ਼ਿੰਮੇਵਾਰੀ ਨਹੀਂ ਲੈਂਦਾ। ਪਾਠਕਾਂ ਨੂੰ ਸੁਝਾਅ ਦਿੱਤਾ ਜਾਂਦਾ ਹੈ ਕਿ ਇਸ਼ਤਿਹਾਰਦਾਤਾ ਨਾਲ ਕੋਈ ਵੀ ਲੈਣ ਦੇਣ ਕਰਨ ਤੋਂ ਪਹਿਲਾਂ ਪੂਰੀ ਪੜਤਾਲ ਕਰ ਲੈਣ।: [381, 1698, 758, 1747]
shaheedi-headline: ਸ਼ਹੀਦੀ ਸਭਾ ਵਿੱਚ ਆਉਣ ਵਾਲੀ ਸੰਗਤ ਨੂੰ ਕਿਸੇ ਕਿਸਮ ਦੀ ਕੋਈ ਸਮੱਸਿਆ ਨਹੀਂ ਆਉਣ ਦਿੱਤੀ ਜਾਵੇਗੀ-ਪ੍ਰਧਾਨ: [1148, 72, 1507, 118]
section-divider: [381, 1752, 758, 1753]
zirakpur-headline-2: ਦੁਰਦਸ਼ਾ ਨੂੰ ਹੱਲ ਕਰਨ ਲਈ ਕੈਬਨਿਟ ਮੰਤਰੀ ਨੂੰ ਮਿਲੇ: [1167, 691, 1487, 711]
list-item: ਅਸੀਂ ਕਾਕਾ ਰਾਮ ਪੁੱਤਰ ਪੂਰਨ ਰਾਮ ਵਾਸੀ ਕੋਟਲਾ ਸੁਲਤਾਨ ਸਿੰਘ ਅਤੇ ਸਾਡੀ ਪਤਨੀ ਬਿਆਨ ਕਰਦੇ ਹਾਂ ਕਿ ਸਾਡਾ ਪੁੱਤਰ ਸਾਡੇ ਕਹਿਣੇ ਤੋਂ ਬਾਹਰ ਹੈ। ਅਸੀਂ ਉਸਨੂੰ ਆਪਣੀ ਜਾਇਦਾਦ ਤੋਂ ਬੇਦਖਲ ਕਰਦੇ ਹਾਂ।: [381, 1077, 758, 1118]
list-item: ਮੈਂ ਨਿਰਮਲੀ ਕੌਰ ਪਤਨੀ ਜਸਵਿੰਦਰ ਸਿੰਘ ਵਾਸੀ ਪਿੰਡ ਨੈਂਨਪੁਰਾ ਤਹਿਸੀਲ ਪੱਟੀ ਬਿਆਨ ਕਰਦੀ ਹਾਂ ਕਿ ਮੇਰਾ ਲੜਕਾ ਮੇਰੇ ਕਹਿਣੇ ਤੋਂ ਬਾਹਰ ਹੈ। ਮੈਂ ਉਸਨੂੰ ਆਪਣੀ ਤਮਾਮ ਚੱਲ-ਅਚੱਲ ਜਾਇਦਾਦ ਤੋਂ ਬੇਦਖਲ ਕਰਦੀ ਹਾਂ।: [381, 893, 758, 934]
list-item: ਮੈਂ ਅਵਿਨਾਸ਼ ਕੁਮਾਰ ਪੁੱਤਰ ਰਾਮ ਲਾਲ ਵਾਸੀ ਬਸੀ ਪਠਾਣਾਂ ਨੇ ਆਪਣਾ ਨਾਮ ਬਦਲ ਕੇ ਅਵਿਨਾਸ਼ ਰੱਖ ਲਿਆ ਹੈ।: [7, 407, 181, 448]
bedakhli-cancel-title: ਬੇਦਖਲੀ ਰੱਦ: [7, 1904, 181, 1929]
list-item: ਮੈਂ ਸ਼ਸ਼ੀ ਕੌਰ ਪਤਨੀ ਸਤਵੀਰ ਸਿੰਘ ਵਾਸੀ ਗਲੀ ਨੰਬਰ 2/3 ਕਰਿਤਾ ਨਗਰ ਬਿਆਨ ਕਰਦੀ ਹਾਂ ਕਿ ਮੇਰਾ ਲੜਕਾ ਅਤੇ ਨੂੰਹ ਸਾਡੇ ਕਹਿਣੇ ਤੋਂ ਬਾਹਰ ਹਨ। ਮੈਂ ਉਹਨਾਂ ਨੂੰ ਆਪਣੀ ਚੱਲ-ਅਚੱਲ ਜਾਇਦਾਦ ਤੋਂ ਬੇਦਖਲ ਕਰਦੀ ਹਾਂ।: [381, 847, 758, 888]
name-change-title: ਨਾਂ ਬਦਲੀ: [7, 179, 369, 207]
notice-text: Certified that it is brought to Notice of General Public that 1.Original Transfer Letter No. 4185 dated 05.10.2023, Issued by BDA Bathinda in favour of Bhavesh Goyal (1/2 share) and Vaneet Garg (1/2 share). 2. Original Conveyance Deed No. 2021-22/23/1/569 dated 12.08.2021, executed by BDA Bathinda in favour of Rekha Bansal W/o Rajinder Kumar and Rimple W/o Chander Mohan. 3. Original Re-allotment Letter bearing No. 877 dated 08.03.2021, Issued by BDA Bathinda in favour of Rekha Bansal W/o Rajinder Kumar and Rimple W/o Chander Mohan. Has been lost and if anybody find the Above mentioned original documents then contact to ADV RP Singh, Mobile no. 94634-19781. Lost Information Report SR No. 547581/2024 Dated 13/12/2024.: [195, 1838, 365, 2120]
notice-text: ਬਾ-ਅਦਾਲਤ ਸ੍ਰੀ ਕਰਮਜੀਤ ਸਿੰਘ ਤਹਿਸੀਲਦਾਰ-ਕਮ-ਸਹਾਇਕ ਕੁਲੈਕਟਰ ਦਰਜਾ ਪਹਿਲਾ ਪਾਤੜਾਂ ਜ਼ਿਲਾ ਪਟਿਆਲਾ। ਬਨਾਮ ਆਮ ਜਨਤਾ। ਨੋਟਿਸ ਬਾਬਤ ਇੰਤਕਾਲ ਵਿਰਾਸਤ। ਇਸ ਲਈ ਇਸ ਇਸ਼ਤਿਹਾਰ ਰਾਹੀਂ ਆਮ ਜਨਤਾ ਨੂੰ ਸੂਚਿਤ ਕੀਤਾ ਜਾਂਦਾ ਹੈ ਕਿ ਜੇਕਰ ਕਿਸੇ ਨੂੰ ਕੋਈ ਇਤਰਾਜ਼ ਹੋਵੇ ਤਾਂ ਮਿਤੀ 13-12-2024 ਨੂੰ ਦਫਤਰ ਵਿਖੇ ਹਾਜ਼ਰ ਹੋਵੇ। ਅੱਜ ਮਿਤੀ 13-12-2024 ਨੂੰ ਮੇਰੇ ਦਸਤਖਤਾਂ ਅਤੇ ਮੋਹਰ ਅਦਾਲਤ ਨਾਲ ਜਾਰੀ ਕੀਤਾ ਗਿਆ। ਨੰਬਰ: 537/ਰੀਡਰ। ਮਿਤੀ: 13-12-24: [195, 1366, 365, 1509]
photo-caption: ਵਿਧਾਇਕ ਕੁਲਜੀਤ ਸਿੰਘ ਰੰਧਾਵਾ ਕੈਬਨਿਟ ਮੰਤਰੀ ਨਾਲ: [1233, 984, 1422, 996]
list-item: I, Bikramjeet Singh S/o Bhagwan Singh R/o Vill Puru Majra Tehsil Tohana Distt Fatehabad have change my name Bikramjeet Singh to Vicky Singh.: [190, 754, 364, 867]
notice-text: The general public is hereby informed that My client Madan Lal son of Jagdev Chand was recorded as owner of the property. One property house, measuring 90 Sq. yds. Comprised in Khasra no. 38/21/1, 24, 25, 39/1, Khata No. 9/58, As per Jamabandi for the year 2009-10, Situated at Village Gilgauran, H.B. No. 261, Abadi Laxmi Nagar, Near Samrat Colony, Tehsil & Distt. Ludhiana. Sh. Madan Lal misplaced original sale deed bearing wasika no. 5423 dated 01/09/2016 regarding the said property. If any person or institution has any claim regarding the same should contact within 7 days. Advocate Chamber No. 1023, 1st Floor, New Chamber Complex, Ludhiana. 9815146656: [11, 1582, 176, 1889]
page-number-badge: [5, 8, 46, 56]
punjab-headline-1: ਪੰਜਾਬ ਸਰਕਾਰ ਹਰ ਫਰੰਟ ਤੇ ਫੇਲ ਸਾਬਤ: [801, 561, 1100, 585]
footer: [7, 2369, 1505, 2405]
list-item: ਮੈਂ ਸਵਰਨ ਸਿੰਘ ਪੁੱਤਰ ਤੇ ਜਸਪਾਲ ਕੌਰ ਪਤਨੀ ਗੁਰੂ ਤੇਗ ਬਹਾਦਰ ਨਗਰ, ਸ੍ਰੀ ਮੁਕਤਸਰ ਸਾਹਿਬ ਬਿਆਨ ਕਰਦਾ ਹਾਂ ਕਿ ਮੇਰਾ ਲੜਕਾ ਜਸਵਿੰਦਰ ਸਿੰਘ ਮੇਰੇ ਕਹਿਣੇ ਤੋਂ ਬਾਹਰ ਹੈ। ਇਸ ਲਈ ਮੈਂ ਉਸਨੂੰ ਆਪਣੀ ਚੱਲ-ਅਚੱਲ ਜਾਇਦਾਦ ਤੋਂ ਬੇਦਖਲ ਕਰਦਾ ਹਾਂ। ਜੇਕਰ ਕੋਈ ਉਸ ਨਾਲ ਲੈਣ ਦੇਣ ਕਰੇਗਾ ਤਾਂ ਉਹ ਖੁਦ ਜ਼ਿੰਮੇਵਾਰ ਹੋਵੇਗਾ।: [381, 589, 758, 644]
list-item: ਮੈਂ ਗੁਰਮੀਤ ਸਿੰਘ ਪੁੱਤਰ ਪਾਲ ਸਿੰਘ ਵਾਸੀ ਪਿੰਡ ਤੇ ਨਗਰ ਤਹਿ: ਰਾਜਪੁਰਾ ਬਿਆਨ ਕਰਦਾ ਹਾਂ ਕਿ ਮੇਰਾ ਲੜਕਾ ਮੇਰੇ ਕਹਿਣੇ ਤੋਂ ਬਾਹਰ ਹੈ। ਮੈਂ ਉਸਨੂੰ ਆਪਣੀ ਚੱਲ ਅਚੱਲ ਜਾਇਦਾਦ ਤੋਂ ਬੇਦਖਲ ਕਰਦਾ ਹਾਂ। ਮੇਰਾ ਜਾਂ ਮੇਰੇ ਪਰਿਵਾਰ ਦਾ ਉਸ ਨਾਲ ਕੋਈ ਵਾਸਤਾ ਨਹੀਂ ਹੋਵੇਗਾ।: [381, 695, 758, 736]
bank-text: ਅਦਾਰਾ ਪਹਿਰੇਦਾਰ ਦਾ ਬੈਂਕ ਖਾਤਾ Yes Bank Ltd 'ਚ ਪਹਿਰੇਦਾਰ ਦੇ ਨਾਮ ਤੇ ਹੈ। ਜਿਸਦਾ ਖਾਤਾ ਨੰ:060126900000220 ਹੈ।: [7, 104, 369, 142]
list-item: ਮੈਂ ਮੁਖਤਿਆਰ ਸਿੰਘ ਸੋਢੀ ਪੁੱਤਰ ਗੁਰਦਿਆਲ ਸਿੰਘ ਵਾਸੀ ਵਾਰਡ ਨੰ. 3 ਨੇੜੇ ਧੋਬੀਆਂ ਵਾਲਾ ਖੂਹ ਬਿਆਨ ਕਰਦਾ ਹਾਂ ਕਿ ਮੇਰਾ ਲੜਕਾ ਮੇਰੇ ਕਹਿਣੇ ਤੋਂ ਬਾਹਰ ਹੈ। ਮੈਂ ਉਸਨੂੰ ਆਪਣੀ ਚੱਲ-ਅਚੱਲ ਜਾਇਦਾਦ ਤੋਂ ਬੇਦਖਲ ਕਰਦਾ ਹਾਂ।: [381, 1123, 758, 1164]
notice-text: ਆਮ ਲੋਕਾਂ ਨੂੰ ਸੂਚਿਤ ਕੀਤਾ ਜਾਂਦਾ ਹੈ ਕਿ ਮੇਰੇ ਮੁਵੱਕਿਲ ਨੇ ਸਬ-ਰਜਿਸਟਰਾਰ ਦਫਤਰ ਵਿਖੇ ਜਾਇਦਾਦ ਦੀ ਰਜਿਸਟਰੀ ਕਰਵਾਈ ਸੀ। ਜਿਸਦੀ ਰਜਿਸਟਰੀ ਨੰਬਰ 2022-23/63/1/2335 ਮਿਤੀ 25-8-2022 ਹੈ। ਜੇਕਰ ਕਿਸੇ ਨੂੰ ਕੋਈ ਇਤਰਾਜ਼ ਹੋਵੇ ਤਾਂ 14 ਦਿਨਾਂ ਦੇ ਅੰਦਰ ਸੰਪਰਕ ਕਰੇ। ਸੰਪਰਕ: 9915316276: [11, 1437, 176, 1535]
list-item: I, Vikram Singh Urf Vicky Singh S/o Bhagwan Singh R/o Vill Puru Majra Tehsil Tohana (Fatehabad) have changed my name Vicky Singh.: [190, 532, 368, 629]
footer-suffix: 'ਤੇ ਹੀ ਭੇਜੇ ਜਾਣ।: [882, 2375, 1015, 2399]
list-item: I, Harjot Kaur w/o Dalvir Singh Dhamrait R/o H No 202 Street No 2 Janta Colony Gill Ludhiana Changed My name as Harjot Kaur Dhamrait.: [190, 873, 364, 969]
hospital-headline-2: ਦੇ ਸਹਿਯੋਗ ਨਾਲ ਵੱਖ- ਵੱਖ ਬਿਮਾਰੀਆਂ ਦਾ ਚੈਕਅਪ ਕੀਤਾ: [873, 1788, 1399, 1817]
hospital-headline-1: ਲੋਕ ਸੇਵਾ ਸੁਸਾਇਟੀ ਜਗਰਾਉਂ ਵੱਲੋਂ ਸੀ ਐਮ ਸੀ ਹਸਪਤਾਲ: [876, 1748, 1396, 1778]
list-item: ਮੈਂ ਮਨਦੀਪ ਕੌਰ ਪਤਨੀ ਜਸਜੀਤ ਸਿੰਘ ਵਾਸੀ ਪਿੰਡ Sandhari ਮਾਜਰਾ (ਫਤਿਹਗੜ੍ਹ ਸਾਹਿਬ) ਨੇ ਆਪਣਾ ਨਾਮ ਬਦਲ ਕੇ ਮਨਦੀਪ ਕੌਰ ਰੱਖ ਲਿਆ ਹੈ।: [7, 711, 181, 766]
section-divider: [765, 1739, 1507, 1740]
photo-caption: ਪੁਸਤਕ ਲੋਕ ਅਰਪਣ ਕਰਦੇ ਹੋਏ ਸਾਹਿਤਕਾਰ: [1135, 1576, 1291, 1588]
list-item: ਮੈਂ ਪਲਵੀ ਗਰਗ ਪਤਨੀ ਅਜੇ ਗਰਗ ਵਾਸੀ ਮਕਾਨ ਨੰ. 43, ਸੈਕਟਰ 7, ਪੰਚਕੂਲਾ ਨੇ ਆਪਣਾ ਨਾਮ ਬਦਲ ਲਿਆ ਹੈ।: [7, 665, 181, 706]
list-item: ਮੈਂ ਕੋਮਲ ਪਤਨੀ ਪੰਕਜ ਕੁਮਾਰ ਵਾਸੀ 11012-ਏ, ਗਲੀ ਨੰਬਰ 1, ਪ੍ਰੇਮ ਨਗਰ, ਲੁਧਿਆਣਾ ਨੇ ਆਪਣਾ ਨਾਮ ਬਦਲ ਕੇ ਕੋਮਿਕਾ ਰੱਖ ਲਿਆ ਹੈ।: [7, 771, 181, 826]
list-item: ਮੈਂ ਅਰਸ਼ਦੀਪ ਕੌਰ ਪਤਨੀ ਗੁਰਸੇਵਕ ਸਿੰਘ ਵਾਸੀ ਮਕਾਨ ਨੰ.14873, ਸਟ੍ਰੀਟ-1/2, ਅਰਵਣ ਨਗਰ, ਬਠਿੰਡਾ ਨੇ ਆਪਣਾ ਨਾਮ ਬਦਲ ਕੇ ਅਰਸ਼ਦੀਪ ਕੌਰ ਰੱਖ ਲਿਆ ਹੈ।: [190, 213, 369, 268]
photo-caption: ਨਗਰ ਕੌਂਸਲ ਪ੍ਰਧਾਨ ਲਖਵਿੰਦਰ ਸਿੰਘ ਤੇ ਹੋਰ: [1249, 346, 1405, 358]
list-item: ਮੈਂ ਨਵਜੋਤ ਸਿੰਘ ਚੀਮਾ ਪੁੱਤਰ ਕੇਸਰ ਸਿੰਘ ਚੀਮਾ ਵਾਸੀ ਪਿੰਡ ਭਾਵਾਨੀਗੜ੍ਹ, ਜ਼ਿਲ੍ਹਾ ਸੰਗਰੂਰ ਨੇ ਆਪਣਾ ਨਾਮ ਬਦਲ ਕੇ ਨਵਜੋਤ ਸਿੰਘ ਰੱਖ ਲਿਆ ਹੈ।: [7, 453, 181, 508]
motor-text: ਟਿਊਬਵੈਲ ਖਾਤਾ ਨੰਬਰ 52/ਟੀ:321496ਈ ਗੁਰਚਰਨ ਸਿੰਘ ਪੁੱਤਰ ਜਗਤਾਰ ਸਿੰਘ ਵਾਸੀ ਉਸਮਾਂ ਦੇ ਨਾਮ ਤੇ ਚੱਲਦਾ ਹੈ। ਹੁਣ ਇਹ ਮੋਟਰ ਕੁਨੈਕਸ਼ਨ ਉਸਦੇ ਨਾਮ ਤੋਂ ਬਦਲ ਕੇ ਸੁਖਦੀਪ ਸਿੰਘ ਪੁੱਤਰ ਗੁਰਚਰਨ ਸਿੰਘ ਦੇ ਨਾਮ ਕਰਵਾਇਆ ਜਾ ਰਿਹਾ ਹੈ। ਜੇਕਰ ਕਿਸੇ ਨੂੰ ਇਤਰਾਜ਼ ਹੋਵੇ ਤਾਂ ਉਹ 10 ਦਿਨਾਂ ਦੇ ਅੰਦਰ ਸੰਪਰਕ ਕਰ ਸਕਦਾ ਹੈ।: [7, 2241, 369, 2296]
punjab-photo: [765, 1062, 1136, 1235]
talwandi-photo: [919, 1366, 1507, 1594]
hospital-body-a: ਜਗਰਾਉਂ, 15 ਦਸੰਬਰ (ਰਣਜੀਤ ਸਿੰਘ ਰਾਣਾ) - ਸਮਾਜ ਸੇਵੀ ਸੰਸਥਾ ਲੋਕ ਸੇਵਾ ਸੁਸਾਇਟੀ ਜਗਰਾਉਂ ਵੱਲੋਂ ਸੀ ਐਮ ਸੀ ਹਸਪਤਾਲ ਲੁਧਿਆਣਾ ਦੇ ਸਹਿਯੋਗ ਨਾਲ ਵੱਖ-ਵੱਖ ਬਿਮਾਰੀਆਂ ਦਾ ਮੁਫ਼ਤ ਚੈਕਅਪ ਕੈਂਪ ਲਗਾਇਆ ਗਿਆ। ਕੈਂਪ ਵਿਚ ਮਾਹਿਰ ਡਾਕਟਰਾਂ ਵੱਲੋਂ ਦਿਲ, ਸ਼ੂਗਰ, ਅੱਖਾਂ, ਹੱਡੀਆਂ ਅਤੇ ਔਰਤਾਂ ਦੀਆਂ ਬਿਮਾਰੀਆਂ ਦਾ ਚੈਕਅਪ ਕੀਤਾ ਗਿਆ।: [765, 1827, 1005, 1910]
list-item: ਮੈਂ ਅਮਨਦੀਪ ਕੌਰ ਪਤਨੀ ਸਿਮਰਨ ਸਿੰਘ ਮਾਨ ਵਾਸੀ 1451, ਸੈਕਟਰ 34 ਨੇ ਆਪਣਾ ਨਾਮ ਬਦਲ ਕੇ ਅਮਨ ਕੌਰ ਮਾਨ ਰੱਖ ਲਿਆ ਹੈ।: [190, 439, 369, 480]
talwandi-body-c: ਸਮਾਗਮ ਵਿਚ ਕਵੀ ਦਰਬਾਰ ਵੀ ਕਰਵਾਇਆ ਗਿਆ ਜਿਸ ਵਿਚ ਇਲਾਕੇ ਦੇ ਕਵੀਆਂ ਨੇ ਆਪਣੀਆਂ ਰਚਨਾਵਾਂ ਪੇਸ਼ ਕੀਤੀਆਂ। ਇਸ ਮੌਕੇ ਪ੍ਰਬੰਧਕਾਂ ਵੱਲੋਂ ਆਏ ਮਹਿਮਾਨਾਂ ਦਾ ਸਨਮਾਨ ਕੀਤਾ ਗਿਆ ਅਤੇ ਅੰਤ ਵਿਚ ਸਭਾ ਦੇ ਪ੍ਰਧਾਨ ਨੇ ਸਾਰਿਆਂ ਦਾ ਧੰਨਵਾਦ ਕੀਤਾ।: [1116, 1601, 1305, 1684]
list-item: ਮੈਂ ਜਸਪਾਲ ਸਿੰਘ ਵਾਸੀ ਪਿੰਡ Khalaspur ਜ਼ਿਲਾ ਫਤਿਹਗੜ੍ਹ ਸਾਹਿਬ ਨੇ ਆਪਣੇ ਬੇਟੇ ਦਾ ਨਾਮ Lakhyan ਤੋਂ ਬਦਲ ਕੇ ਪ੍ਰਭਜੋਤ ਸਿੰਘ ਰੱਖ ਲਿਆ ਹੈ।: [190, 273, 369, 328]
pensioners-headline-2: ਮੰਗਾਂ ਸਬੰਧੀ ਬਿਜਲੀ ਮੰਤਰੀ ਦੇ ਘਿਰਾਓ ਦੀ ਚਿਤਾਵਨੀ: [479, 115, 1038, 149]
